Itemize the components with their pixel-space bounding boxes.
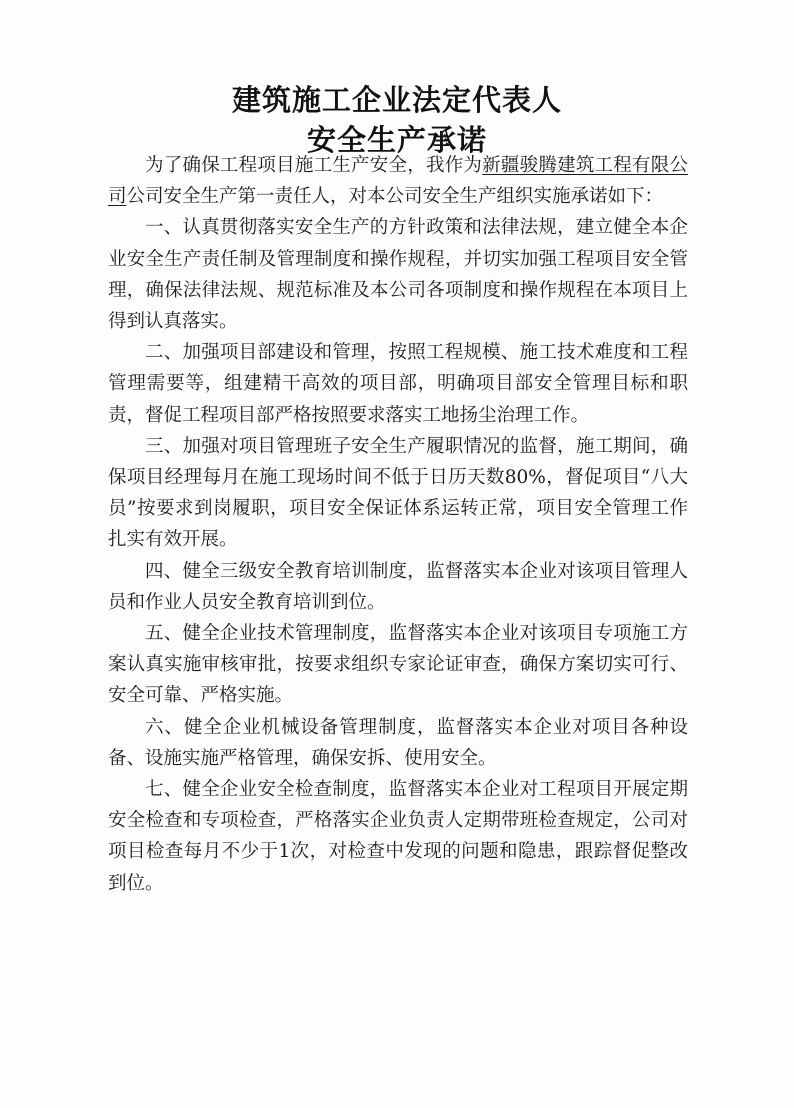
- clause-7: 七、健全企业安全检查制度，监督落实本企业对工程项目开展定期安全检查和专项检查，严格落实企业负责人定期带班检查规定，公司对项目检查每月不少于1次，对检查中发现的问题和隐患，跟踪督促整改到位。: [108, 779, 688, 894]
- clause-2: 二、加强项目部建设和管理，按照工程规模、施工技术难度和工程管理需要等，组建精干高效的项目部，明确项目部安全管理目标和职责，督促工程项目部严格按照要求落实工地扬尘治理工作。: [108, 342, 688, 426]
- document-body: [108, 150, 688, 899]
- document-title: 建筑施工企业法定代表人: [231, 83, 562, 117]
- company-name: 新疆骏腾建筑工程有限公司: [108, 155, 688, 208]
- intro-text-before-company: 为了确保工程项目施工生产安全，我作为: [145, 155, 483, 176]
- intro-paragraph: [108, 150, 688, 212]
- clause-4: 四、健全三级安全教育培训制度，监督落实本企业对该项目管理人员和作业人员安全教育培训到位。: [108, 560, 688, 613]
- clause-5: 五、健全企业技术管理制度，监督落实本企业对该项目专项施工方案认真实施审核审批，按要求组织专家论证审查，确保方案切实可行、安全可靠、严格实施。: [108, 623, 688, 707]
- clause-3: 三、加强对项目管理班子安全生产履职情况的监督，施工期间，确保项目经理每月在施工现场时间不低于日历天数80%，督促项目“八大员”按要求到岗履职，项目安全保证体系运转正常，项目安全管理工作扎实有效开展。: [108, 435, 688, 551]
- document-subtitle: 安全生产承诺: [306, 123, 487, 157]
- clause-6: 六、健全企业机械设备管理制度，监督落实本企业对项目各种设备、设施实施严格管理，确保安拆、使用安全。: [108, 716, 688, 769]
- intro-text-after-company: 公司安全生产第一责任人，对本公司安全生产组织实施承诺如下：: [126, 186, 664, 208]
- clause-1: 一、认真贯彻落实安全生产的方针政策和法律法规，建立健全本企业安全生产责任制及管理制度和操作规程，并切实加强工程项目安全管理，确保法律法规、规范标准及本公司各项制度和操作规程在本项目上得到认真落实。: [108, 217, 688, 333]
